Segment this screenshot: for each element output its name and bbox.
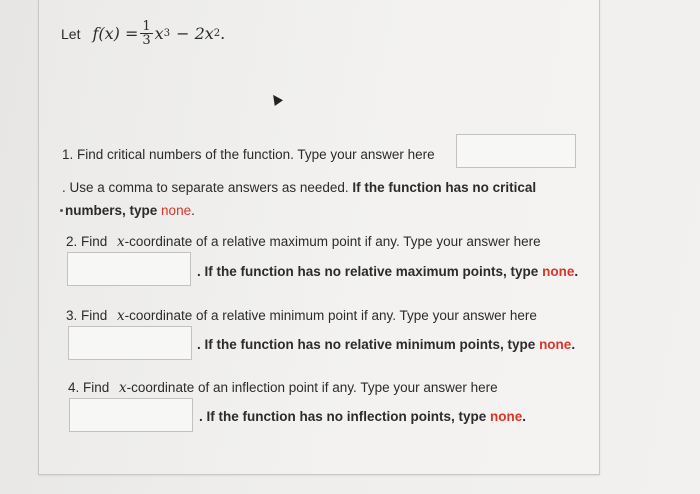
q3-period: .: [571, 337, 576, 352]
q4-answer-input[interactable]: [69, 398, 193, 432]
term-minus-2x: − 2x: [176, 24, 214, 43]
question-2-line-1: [66, 233, 541, 251]
q4-prefix: 4. Find: [68, 380, 110, 395]
q1-text: 1. Find critical numbers of the function. Type your answer here: [62, 147, 435, 162]
question-2-line-2: [197, 263, 578, 281]
q2-answer-input[interactable]: [67, 252, 191, 286]
q1-none-keyword: none: [161, 203, 192, 218]
question-4-line-1: [68, 379, 498, 397]
q1-period: .: [191, 203, 195, 218]
question-4-line-2: [199, 408, 526, 426]
q4-none-keyword: none: [490, 409, 523, 424]
q3-no-min-text: . If the function has no relative minimum points, type: [197, 337, 536, 352]
question-panel: [38, 0, 600, 475]
term-2x-exponent: 2: [213, 28, 221, 39]
bullet-dot: [60, 209, 63, 212]
q4-period: .: [522, 409, 527, 424]
q1-numbers-type-text: numbers, type: [65, 203, 158, 218]
q2-no-max-text: . If the function has no relative maximum points, type: [197, 264, 539, 279]
fraction: [140, 20, 152, 47]
fraction-denominator: 3: [142, 33, 151, 48]
q2-variable-x: x: [117, 234, 125, 250]
q1-no-critical-text: If the function has no critical: [352, 180, 537, 195]
let-label: Let: [61, 25, 81, 42]
question-1-line-3: [65, 202, 195, 220]
fraction-numerator: 1: [142, 19, 151, 34]
q4-text: -coordinate of an inflection point if any. Type your answer here: [126, 380, 498, 395]
function-expression: [92, 20, 225, 47]
q3-answer-input[interactable]: [68, 326, 192, 360]
q2-period: .: [574, 264, 579, 279]
question-1-line-2: [62, 179, 536, 197]
q2-text: -coordinate of a relative maximum point if any. Type your answer here: [124, 234, 541, 249]
question-3-line-2: [197, 336, 575, 354]
q3-none-keyword: none: [539, 337, 572, 352]
term-x: x: [154, 24, 164, 43]
q3-variable-x: x: [117, 308, 125, 324]
q2-none-keyword: none: [542, 264, 575, 279]
function-lhs: f(x) =: [92, 24, 139, 43]
question-1-line-1: [62, 146, 435, 164]
function-definition: [61, 20, 225, 47]
q4-no-inflection-text: . If the function has no inflection points, type: [199, 409, 487, 424]
q3-prefix: 3. Find: [66, 308, 108, 323]
q1-instructions: . Use a comma to separate answers as needed.: [62, 180, 349, 195]
term-x-exponent: 3: [163, 28, 171, 39]
q2-prefix: 2. Find: [66, 234, 108, 249]
q4-variable-x: x: [119, 380, 127, 396]
mouse-cursor-icon: [269, 92, 283, 106]
question-3-line-1: [66, 307, 537, 325]
q1-answer-input[interactable]: [456, 134, 576, 168]
q3-text: -coordinate of a relative minimum point if any. Type your answer here: [124, 308, 537, 323]
function-period: .: [220, 24, 226, 43]
